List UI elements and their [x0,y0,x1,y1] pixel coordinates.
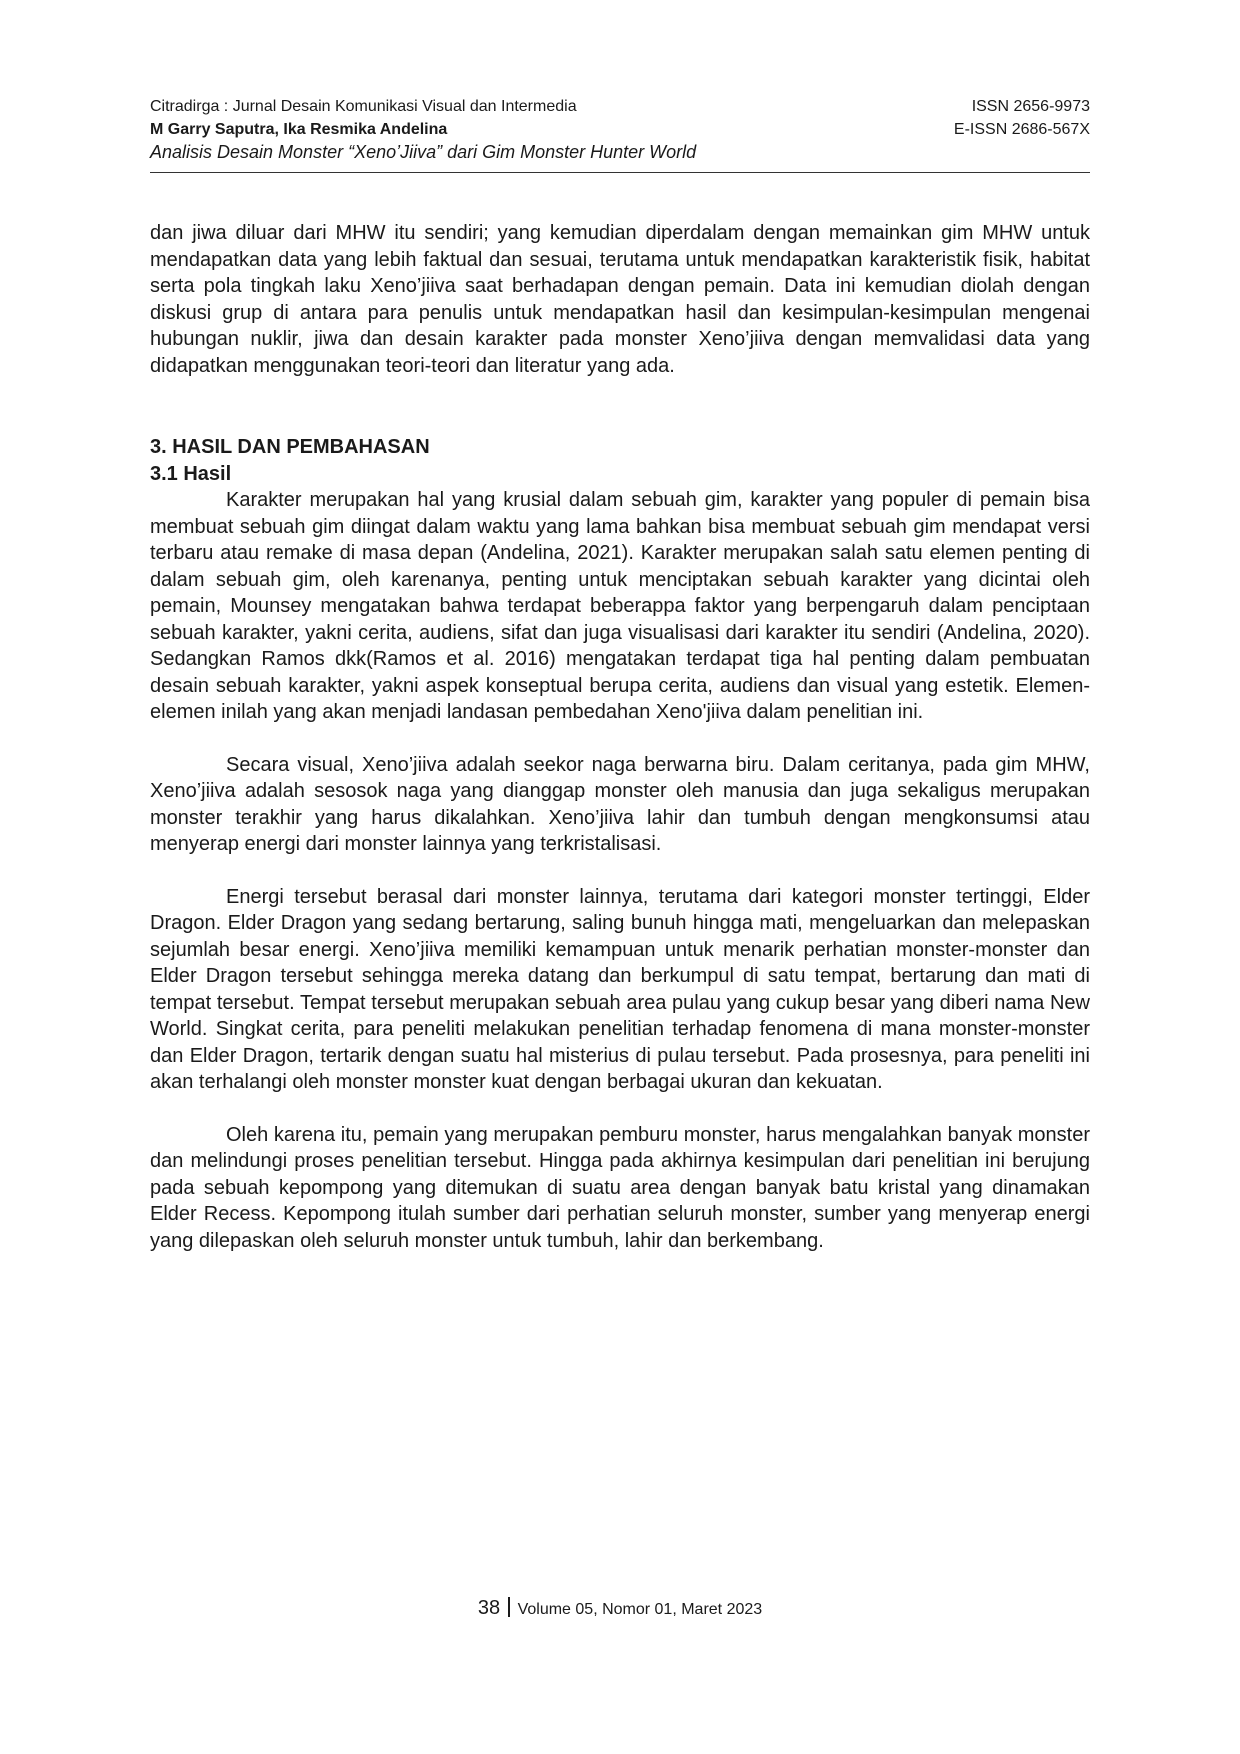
journal-name: Citradirga : Jurnal Desain Komunikasi Visual dan Intermedia [150,98,577,115]
issn: ISSN 2656-9973 [971,98,1090,115]
footer-separator [508,1597,510,1617]
article-title: Analisis Desain Monster “Xeno’Jiiva” dari Gim Monster Hunter World [150,142,697,162]
page-footer [0,1597,1240,1620]
subsection-heading: 3.1 Hasil [150,462,232,485]
header-left-block [150,95,870,164]
page-body [150,220,1090,1254]
body-paragraph: Secara visual, Xeno’jiiva adalah seekor naga berwarna biru. Dalam ceritanya, pada gim MHW, Xeno’jiiva adalah sesosok naga yang dianggap monster oleh manusia dan juga sekaligus merupakan monster terakhir yang harus dikalahkan. Xeno’jiiva lahir dan tumbuh dengan mengkonsumsi atau menyerap energi dari monster lainnya yang terkristalisasi. [150,753,1090,855]
body-paragraph: Karakter merupakan hal yang krusial dalam sebuah gim, karakter yang populer di pemain bisa membuat sebuah gim diingat dalam waktu yang lama bahkan bisa membuat sebuah gim mendapat versi terbaru atau remake di masa depan (Andelina, 2021). Karakter merupakan salah satu elemen penting di dalam sebuah gim, oleh karenanya, penting untuk menciptakan sebuah karakter yang dicintai oleh pemain, Mounsey mengatakan bahwa terdapat beberappa faktor yang berpengaruh dalam penciptaan sebuah karakter, yakni cerita, audiens, sifat dan juga visualisasi dari karakter itu sendiri (Andelina, 2020). Sedangkan Ramos dkk(Ramos et al. 2016) mengatakan terdapat tiga hal penting dalam pembuatan desain sebuah karakter, yakni aspek konseptual berupa cerita, audiens dan visual yang estetik. Elemen-elemen inilah yang akan menjadi landasan pembedahan Xeno'jiiva dalam penelitian ini. [150,489,1090,723]
issue-info: Volume 05, Nomor 01, Maret 2023 [517,1601,763,1618]
header-divider [150,172,1090,173]
body-paragraph: Energi tersebut berasal dari monster lainnya, terutama dari kategori monster tertinggi, Elder Dragon. Elder Dragon yang sedang bertarung, saling bunuh hingga mati, mengeluarkan dan melepaskan sejumlah besar energi. Xeno’jiiva memiliki kemampuan untuk menarik perhatian monster-monster dan Elder Dragon tersebut sehingga mereka datang dan berkumpul di satu tempat, bertarung dan mati di tempat tersebut. Tempat tersebut merupakan sebuah area pulau yang cukup besar yang diberi nama New World. Singkat cerita, para peneliti melakukan penelitian terhadap fenomena di mana monster-monster dan Elder Dragon, tertarik dengan suatu hal misterius di pulau tersebut. Pada prosesnya, para peneliti ini akan terhalangi oleh monster monster kuat dengan berbagai ukuran dan kekuatan. [150,885,1090,1093]
eissn: E-ISSN 2686-567X [953,121,1090,138]
body-paragraph: Oleh karena itu, pemain yang merupakan pemburu monster, harus mengalahkan banyak monster dan melindungi proses penelitian tersebut. Hingga pada akhirnya kesimpulan dari penelitian ini berujung pada sebuah kepompong yang ditemukan di suatu area dengan banyak batu kristal yang dinamakan Elder Recess. Kepompong itulah sumber dari perhatian seluruh monster, sumber yang menyerap energi yang dilepaskan oleh seluruh monster untuk tumbuh, lahir dan berkembang. [150,1123,1090,1252]
page-number: 38 [477,1597,501,1619]
author-names: M Garry Saputra, Ika Resmika Andelina [150,121,448,138]
section-heading: 3. HASIL DAN PEMBAHASAN [150,436,430,458]
header-right-block [954,95,1090,141]
intro-paragraph: dan jiwa diluar dari MHW itu sendiri; yang kemudian diperdalam dengan memainkan gim MHW untuk mendapatkan data yang lebih faktual dan sesuai, terutama untuk mendapatkan karakteristik fisik, habitat serta pola tingkah laku Xeno’jiiva saat berhadapan dengan pemain. Data ini kemudian diolah dengan diskusi grup di antara para penulis untuk mendapatkan hasil dan kesimpulan-kesimpulan mengenai hubungan nuklir, jiwa dan desain karakter pada monster Xeno’jiiva dengan memvalidasi data yang didapatkan menggunakan teori-teori dan literatur yang ada. [150,222,1090,377]
